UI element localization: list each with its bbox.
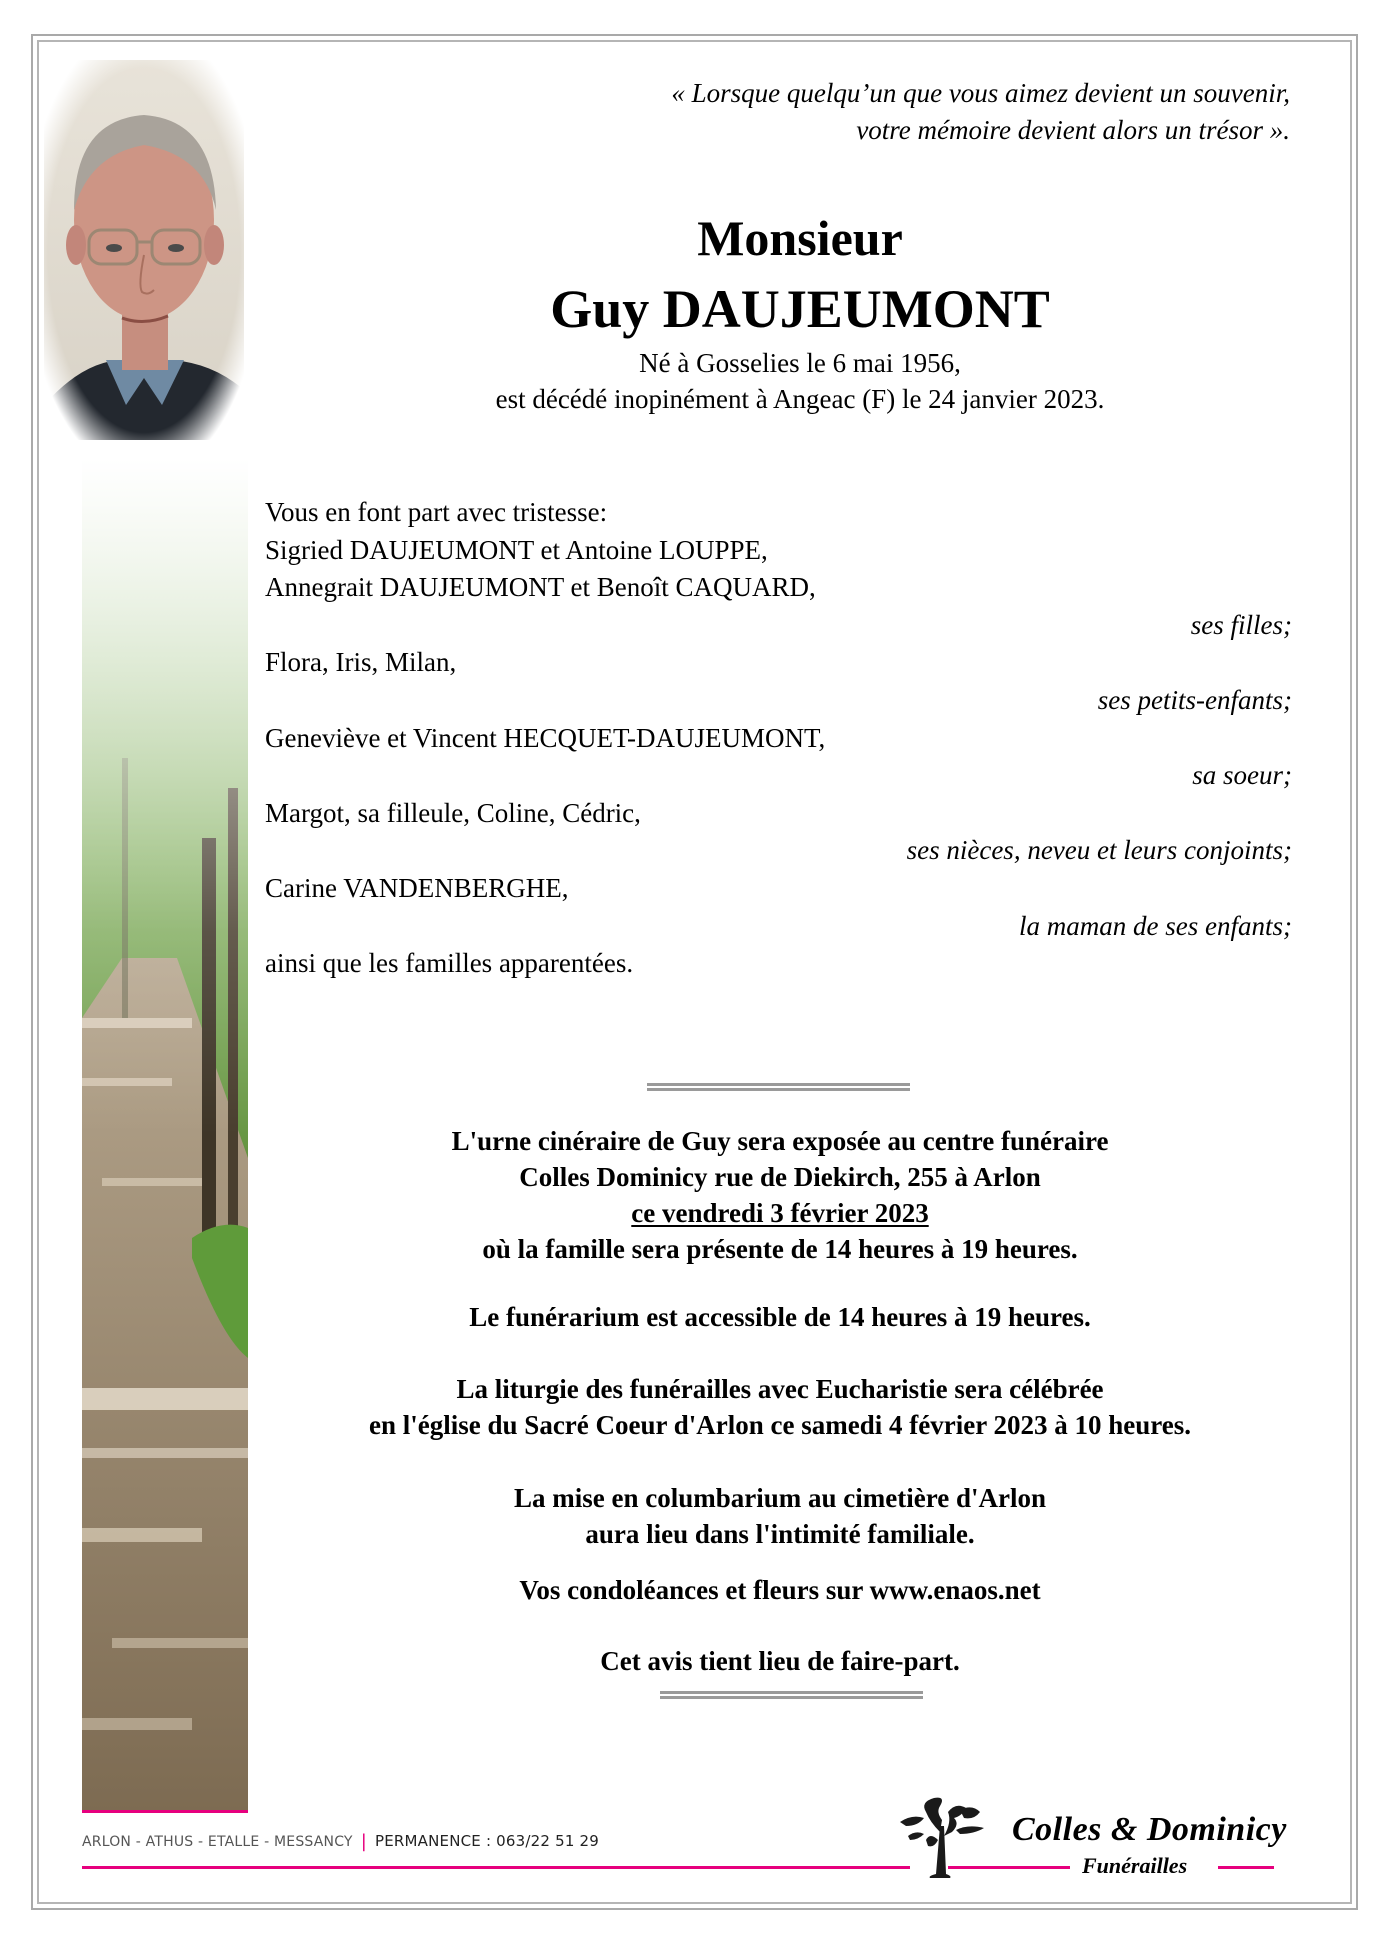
liturgy-line-2: en l'église du Sacré Coeur d'Arlon ce samedi 4 février 2023 à 10 heures. xyxy=(369,1410,1191,1440)
family-relation: ses filles; xyxy=(1190,609,1292,640)
logo-subtitle: Funérailles xyxy=(1082,1853,1188,1878)
quote-line-2: votre mémoire devient alors un trésor ». xyxy=(856,115,1290,145)
family-line: Annegrait DAUJEUMONT et Benoît CAQUARD, xyxy=(265,572,816,603)
notice-line: Cet avis tient lieu de faire-part. xyxy=(600,1646,960,1676)
logo-accent-line xyxy=(1218,1866,1274,1869)
urn-viewing-info xyxy=(270,1123,1290,1267)
footer-contact xyxy=(82,1830,599,1851)
funerarium-line: Le funérarium est accessible de 14 heures à 19 heures. xyxy=(469,1302,1091,1332)
columbarium-info xyxy=(270,1480,1290,1552)
double-rule-divider xyxy=(647,1083,910,1091)
family-announcement xyxy=(265,494,1292,983)
urn-line-2: Colles Dominicy rue de Diekirch, 255 à Arlon xyxy=(519,1162,1041,1192)
family-line: Margot, sa filleule, Coline, Cédric, xyxy=(265,797,641,828)
columbarium-line-2: aura lieu dans l'intimité familiale. xyxy=(585,1519,975,1549)
image-accent-line xyxy=(82,1810,248,1813)
forest-path-image xyxy=(82,458,248,1812)
columbarium-line-1: La mise en columbarium au cimetière d'Arlon xyxy=(514,1483,1046,1513)
notice-info xyxy=(270,1643,1290,1679)
funerarium-info xyxy=(270,1299,1290,1335)
honorific: Monsieur xyxy=(697,210,903,266)
portrait-photo xyxy=(44,60,244,440)
footer-accent-line xyxy=(82,1866,902,1869)
family-line: Flora, Iris, Milan, xyxy=(265,647,457,678)
deceased-name: Guy DAUJEUMONT xyxy=(550,279,1050,339)
birth-info: Né à Gosselies le 6 mai 1956, xyxy=(639,348,961,378)
family-relation: sa soeur; xyxy=(1192,760,1292,791)
family-intro: Vous en font part avec tristesse: xyxy=(265,497,608,527)
condolences-line: Vos condoléances et fleurs sur www.enaos.net xyxy=(519,1575,1041,1605)
double-rule-divider xyxy=(660,1691,923,1699)
family-line: Sigried DAUJEUMONT et Antoine LOUPPE, xyxy=(265,534,768,565)
tree-logo-icon xyxy=(890,1792,990,1878)
quote-line-1: « Lorsque quelqu’un que vous aimez devient un souvenir, xyxy=(671,78,1290,108)
liturgy-info xyxy=(270,1371,1290,1443)
family-line: Carine VANDENBERGHE, xyxy=(265,872,569,903)
family-line: ainsi que les familles apparentées. xyxy=(265,948,634,979)
footer-separator: | xyxy=(360,1831,367,1852)
footer-locations: ARLON - ATHUS - ETALLE - MESSANCY xyxy=(82,1834,353,1850)
urn-line-1: L'urne cinéraire de Guy sera exposée au centre funéraire xyxy=(451,1126,1109,1156)
death-info: est décédé inopinément à Angeac (F) le 24 janvier 2023. xyxy=(495,384,1105,414)
family-relation: ses petits-enfants; xyxy=(1097,684,1292,715)
footer-permanence: PERMANENCE : 063/22 51 29 xyxy=(374,1832,600,1850)
condolences-info xyxy=(270,1572,1290,1608)
urn-date: ce vendredi 3 février 2023 xyxy=(631,1198,929,1228)
family-relation: la maman de ses enfants; xyxy=(1019,910,1292,941)
urn-line-4: où la famille sera présente de 14 heures à 19 heures. xyxy=(482,1234,1078,1264)
family-line: Geneviève et Vincent HECQUET-DAUJEUMONT, xyxy=(265,722,826,753)
family-relation: ses nièces, neveu et leurs conjoints; xyxy=(906,835,1292,866)
memorial-quote xyxy=(671,75,1290,149)
liturgy-line-1: La liturgie des funérailles avec Eucharistie sera célébrée xyxy=(456,1374,1104,1404)
logo-company-name: Colles & Dominicy xyxy=(1012,1811,1287,1848)
